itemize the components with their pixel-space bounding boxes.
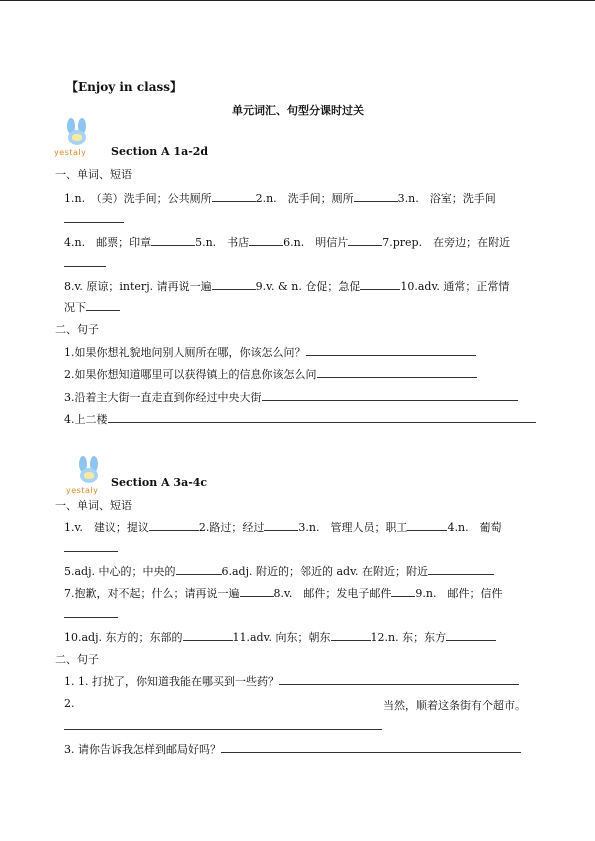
section2-vocab-line3: 7.抱歉，对不起；什么；请再说一遍 8.v. 邮件；发电子邮件 9.n. 邮件；信件 xyxy=(64,587,503,600)
section1-sentence-1: 1.如果你想礼貌地问别人厕所在哪，你该怎么问？ xyxy=(64,344,476,360)
section1-sentence-heading: 二、句子 xyxy=(55,323,99,336)
section2-vocab-line1: 1.v. 建议；提议 2.路过；经过 3.n. 管理人员；职工 4.n. 葡萄 xyxy=(64,521,502,534)
answer-blank[interactable] xyxy=(221,742,521,753)
rabbit-logo-icon xyxy=(66,456,112,498)
answer-blank[interactable] xyxy=(348,235,382,246)
answer-blank[interactable] xyxy=(279,674,519,685)
answer-blank[interactable] xyxy=(391,586,415,597)
top-border xyxy=(0,0,595,1)
answer-blank[interactable] xyxy=(306,345,476,356)
answer-blank[interactable] xyxy=(64,607,118,618)
section2-sentence-2-answer: 当然，顺着这条街有个超市。 xyxy=(383,699,526,712)
answer-blank[interactable] xyxy=(264,520,298,531)
section2-vocab-heading: 一、单词、短语 xyxy=(55,499,132,512)
section2-sentence-3: 3. 请你告诉我怎样到邮局好吗？ xyxy=(64,741,521,757)
answer-blank[interactable] xyxy=(360,279,400,290)
enjoy-in-class-label: 【Enjoy in class】 xyxy=(66,80,182,94)
section2-sentence-2-number: 2. xyxy=(64,697,75,710)
section1-vocab-heading: 一、单词、短语 xyxy=(55,168,132,181)
section2-vocab-line4: 10.adj. 东方的；东部的 11.adv. 向东；朝东 12.n. 东；东方 xyxy=(64,629,496,645)
answer-blank[interactable] xyxy=(151,235,195,246)
answer-blank[interactable] xyxy=(183,630,233,641)
logo-text: yestaly xyxy=(54,148,87,157)
answer-blank[interactable] xyxy=(249,235,283,246)
answer-blank[interactable] xyxy=(212,191,256,202)
answer-blank[interactable] xyxy=(240,586,274,597)
section1-vocab-line2: 4.n. 邮票；印章 5.n. 书店 6.n. 明信片 7.prep. 在旁边；在附近 xyxy=(64,236,511,249)
answer-blank[interactable] xyxy=(262,390,518,401)
answer-blank[interactable] xyxy=(317,367,477,378)
answer-blank[interactable] xyxy=(64,719,382,730)
answer-blank[interactable] xyxy=(407,520,447,531)
section1-vocab-line3: 8.v. 原谅；interj. 请再说一遍 9.v. & n. 仓促；急促 10.adv. 通常；正常情 xyxy=(64,280,510,293)
answer-blank[interactable] xyxy=(212,279,256,290)
rabbit-logo-icon xyxy=(54,118,100,160)
answer-blank[interactable] xyxy=(86,300,120,311)
section2-sentence-heading: 二、句子 xyxy=(55,653,99,666)
section2-sentence-1: 1. 1. 打扰了，你知道我能在哪买到一些药？ xyxy=(64,673,519,689)
answer-blank[interactable] xyxy=(149,520,199,531)
section1-sentence-4: 4.上二楼 xyxy=(64,411,536,427)
answer-blank[interactable] xyxy=(176,564,222,575)
section1-vocab-line1: 1.n. （美）洗手间；公共厕所 2.n. 洗手间；厕所 3.n. 浴室；洗手间 xyxy=(64,192,496,205)
answer-blank[interactable] xyxy=(354,191,398,202)
logo-text: yestaly xyxy=(66,486,99,495)
section1-sentence-3: 3.沿着主大街一直走直到你经过中央大街 xyxy=(64,389,518,405)
section1-sentence-2: 2.如果你想知道哪里可以获得镇上的信息你该怎么问 xyxy=(64,366,477,382)
answer-blank[interactable] xyxy=(64,212,124,223)
section2-vocab-line2: 5.adj. 中心的；中央的 6.adj. 附近的；邻近的 adv. 在附近；附近 xyxy=(64,563,494,579)
answer-blank[interactable] xyxy=(64,256,106,267)
answer-blank[interactable] xyxy=(428,564,494,575)
answer-blank[interactable] xyxy=(446,630,496,641)
section2-title: Section A 3a-4c xyxy=(111,476,208,489)
answer-blank[interactable] xyxy=(108,412,536,423)
section1-title: Section A 1a-2d xyxy=(111,145,209,158)
page-title: 单元词汇、句型分课时过关 xyxy=(232,104,364,117)
answer-blank[interactable] xyxy=(331,630,371,641)
answer-blank[interactable] xyxy=(64,541,118,552)
